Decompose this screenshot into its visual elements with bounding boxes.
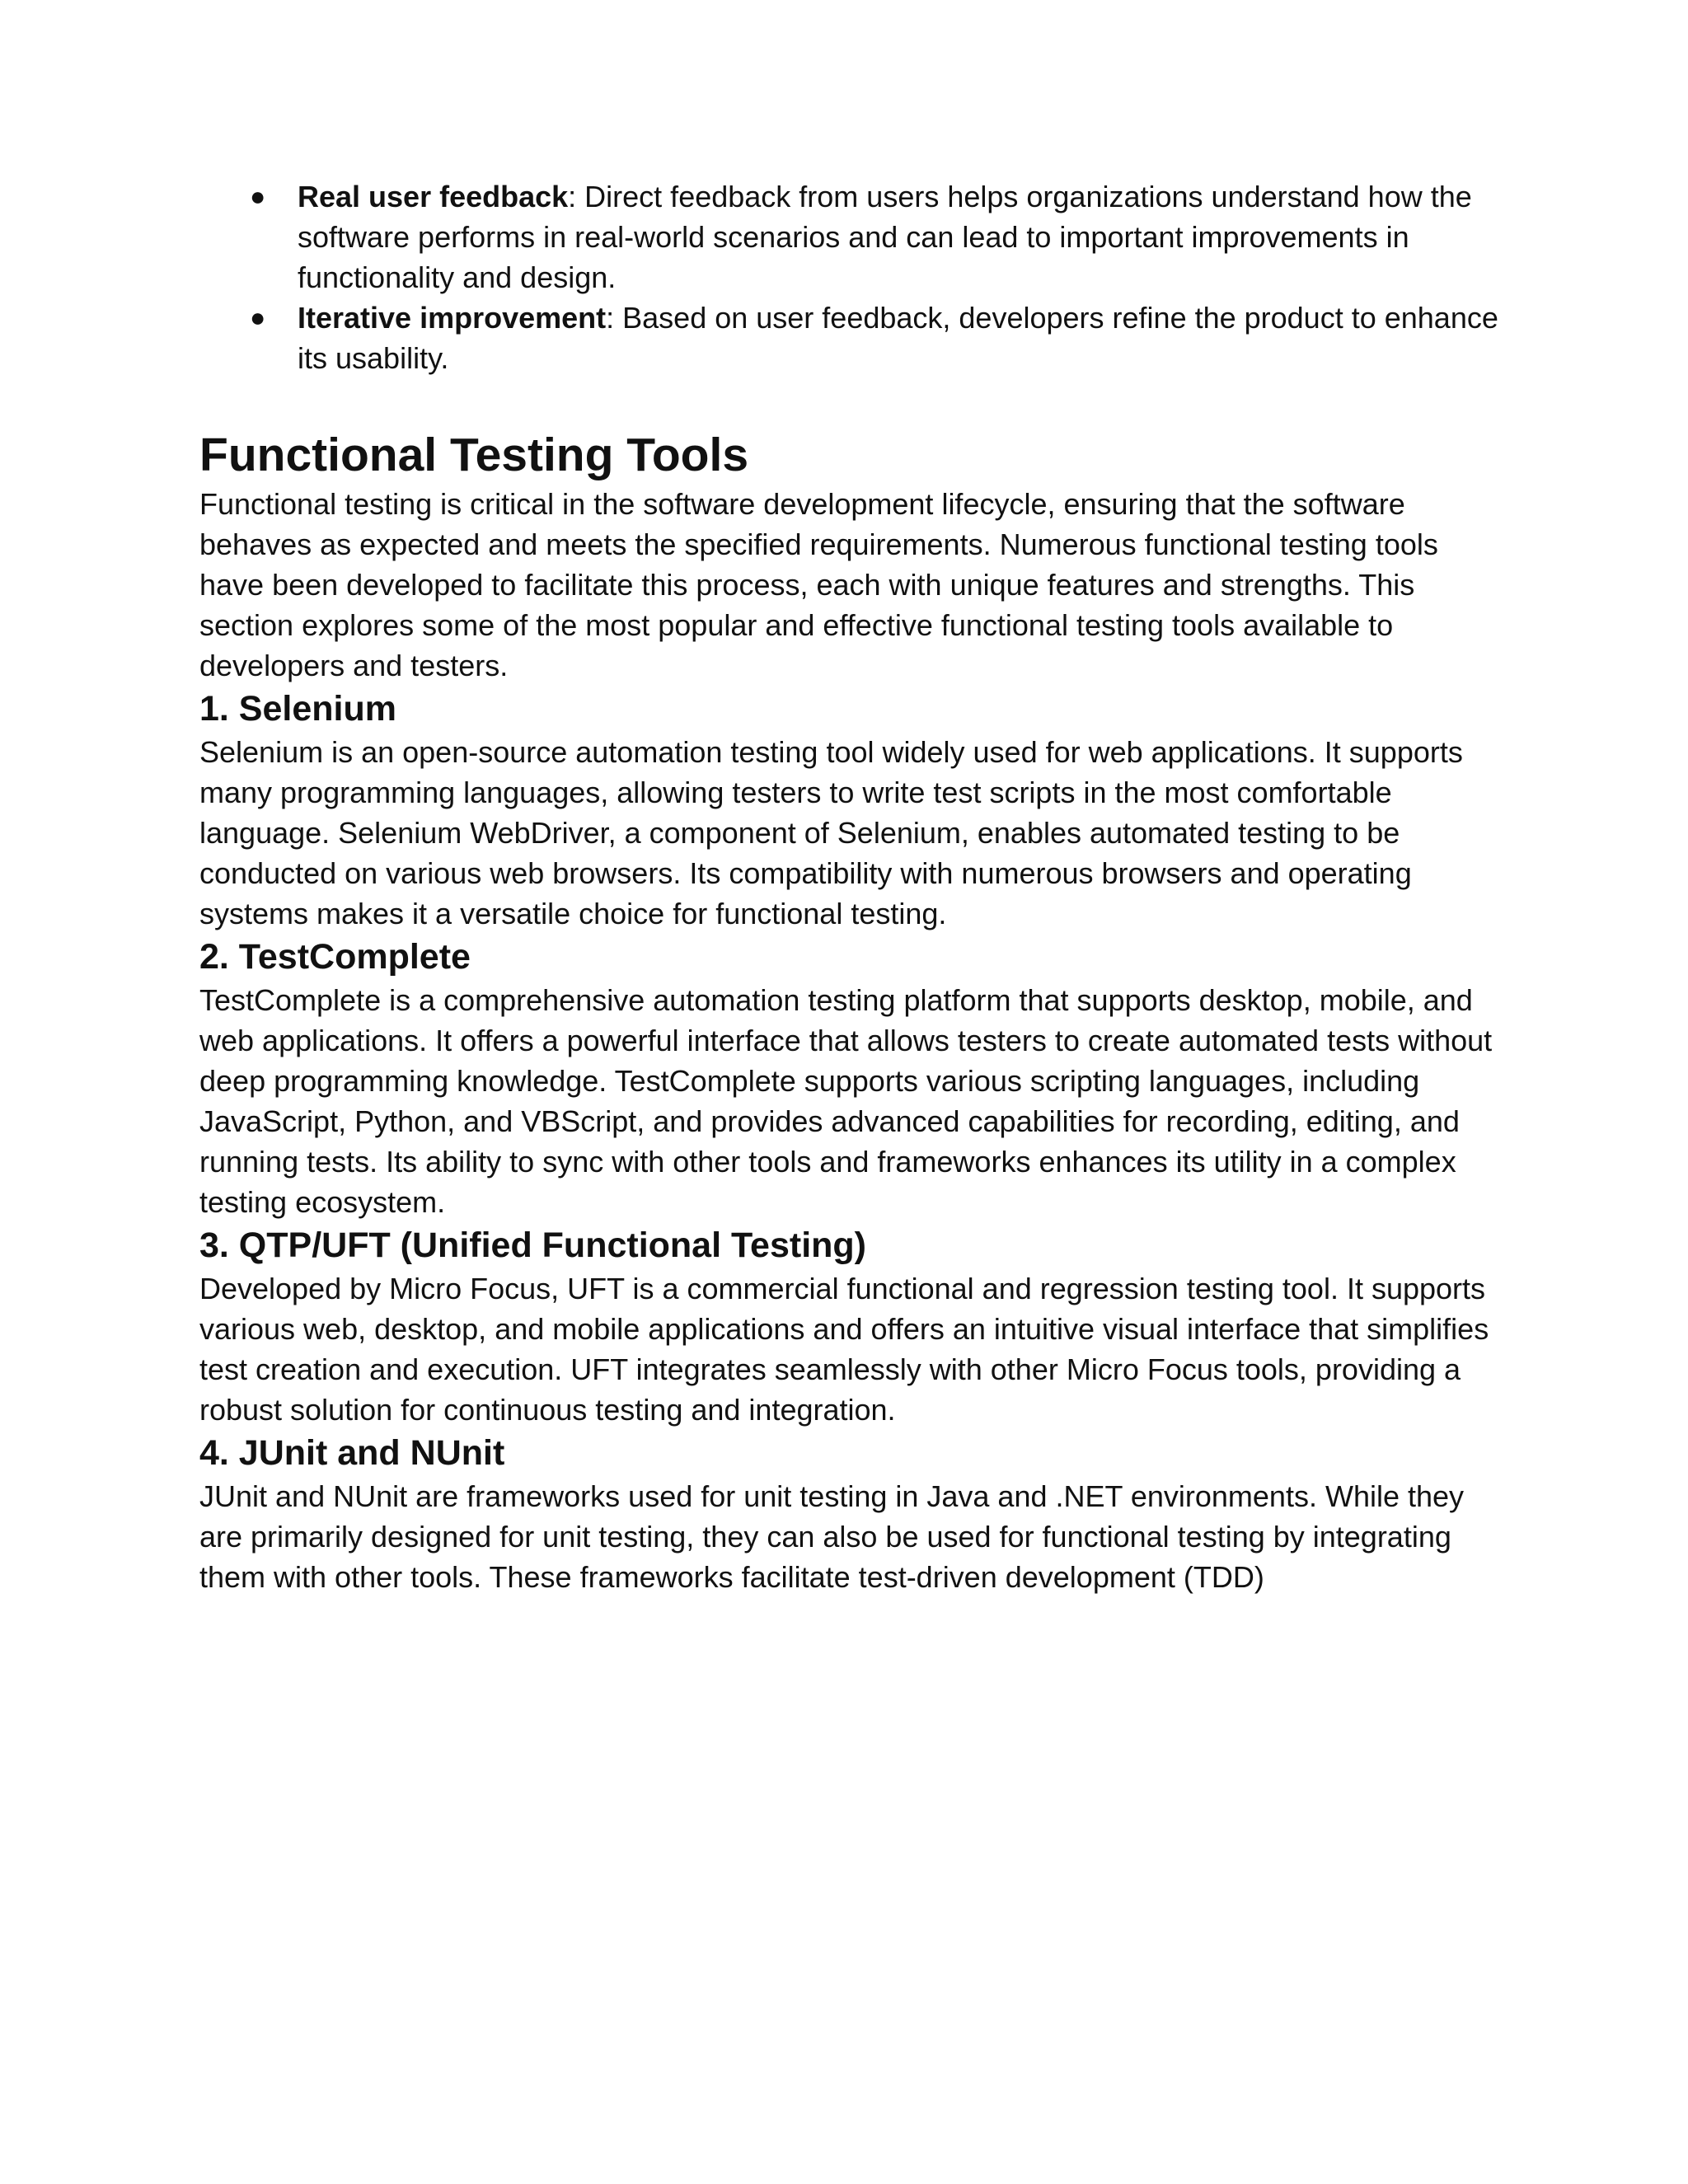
- bullet-text: : Direct feedback from users helps organizations understand how the software performs in real-world scenarios and can lead to important improvements in functionality and design.: [298, 180, 1472, 294]
- bullet-icon: ●: [250, 181, 266, 211]
- bullet-term: Iterative improvement: [298, 301, 607, 335]
- bullet-item-real-user-feedback: [199, 176, 1500, 298]
- bullet-icon: ●: [250, 302, 266, 332]
- tool-paragraph-selenium: Selenium is an open-source automation testing tool widely used for web applications. It supports many programming languages, allowing testers to write test scripts in the most comfortable language. Selenium WebDriver, a component of Selenium, enables automated testing to be conducted on various web browsers. Its compatibility with numerous browsers and operating systems makes it a versatile choice for functional testing.: [199, 735, 1463, 930]
- feedback-bullet-list: [199, 176, 1500, 378]
- bullet-item-iterative-improvement: [199, 298, 1500, 378]
- tool-paragraph-junit-nunit: JUnit and NUnit are frameworks used for unit testing in Java and .NET environments. While they are primarily designed for unit testing, they can also be used for functional testing by integrating them with other tools. These frameworks facilitate test-driven development (TDD): [199, 1479, 1465, 1594]
- section-heading: Functional Testing Tools: [199, 429, 749, 481]
- bullet-text: : Based on user feedback, developers refine the product to enhance its usability.: [298, 301, 1498, 375]
- tool-heading-selenium: 1. Selenium: [199, 689, 396, 729]
- tool-heading-testcomplete: 2. TestComplete: [199, 937, 471, 977]
- document-content: [199, 176, 1500, 1597]
- section-intro-paragraph: Functional testing is critical in the software development lifecycle, ensuring that the software behaves as expected and meets the specified requirements. Numerous functional testing tools have been developed to facilitate this process, each with unique features and strengths. This section explores some of the most popular and effective functional testing tools available to developers and testers.: [199, 487, 1438, 682]
- bullet-term: Real user feedback: [298, 180, 569, 213]
- tool-heading-junit-nunit: 4. JUnit and NUnit: [199, 1433, 505, 1473]
- tool-paragraph-qtp-uft: Developed by Micro Focus, UFT is a commercial functional and regression testing tool. It supports various web, desktop, and mobile applications and offers an intuitive visual interface that simplifies test creation and execution. UFT integrates seamlessly with other Micro Focus tools, providing a robust solution for continuous testing and integration.: [199, 1272, 1489, 1427]
- tool-paragraph-testcomplete: TestComplete is a comprehensive automation testing platform that supports desktop, mobile, and web applications. It offers a powerful interface that allows testers to create automated tests without deep programming knowledge. TestComplete supports various scripting languages, including JavaScript, Python, and VBScript, and provides advanced capabilities for recording, editing, and running tests. Its ability to sync with other tools and frameworks enhances its utility in a complex testing ecosystem.: [199, 983, 1493, 1219]
- tool-heading-qtp-uft: 3. QTP/UFT (Unified Functional Testing): [199, 1226, 867, 1265]
